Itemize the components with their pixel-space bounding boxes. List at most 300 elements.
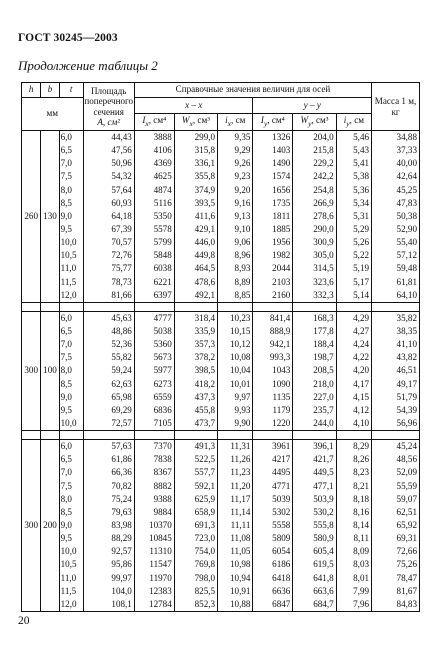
table-cell: 418,2 (194, 378, 216, 389)
header-unit-mm: мм (22, 98, 84, 131)
table-cell: 92,57 (111, 546, 132, 557)
table-cell: 11,0 (60, 572, 77, 583)
col-iy (336, 440, 371, 612)
header-t: t (59, 83, 83, 98)
table-cell: 11,05 (230, 546, 251, 557)
table-cell: 9,5 (60, 223, 72, 234)
table-cell: 8,0 (60, 184, 72, 195)
table-cell: 41,10 (396, 339, 417, 350)
table-cell: 12,0 (60, 289, 77, 300)
table-cell: 52,09 (396, 467, 417, 478)
table-cell: 4,24 (353, 339, 370, 350)
table-cell: 5116 (153, 197, 172, 208)
table-cell: 1220 (272, 417, 291, 428)
table-cell: 9,16 (234, 197, 251, 208)
col-Ix (134, 311, 174, 430)
table-cell: 12,0 (60, 598, 77, 609)
table-cell: 34,88 (396, 132, 417, 142)
table-cell: 61,81 (396, 276, 417, 287)
table-cell: 6038 (153, 263, 172, 274)
table-cell: 52,36 (111, 339, 132, 350)
table-cell: 449,5 (313, 467, 334, 478)
col-Iy (253, 311, 293, 430)
table-cell: 95,86 (111, 559, 132, 570)
table-cell: 59,07 (396, 493, 417, 504)
table-cell: 398,5 (194, 365, 216, 376)
spacer-cell (83, 302, 134, 311)
header-Iy: $I_y$, см⁴ (253, 114, 293, 131)
table-cell: 4,10 (353, 417, 370, 428)
table-cell: 45,63 (111, 312, 132, 323)
table-cell: 8,21 (353, 480, 370, 491)
table-cell: 9388 (153, 493, 172, 504)
table-cell: 75,77 (111, 263, 132, 274)
table-cell: 769,8 (194, 559, 216, 570)
table-cell: 6636 (272, 585, 291, 596)
table-cell: 62,63 (111, 378, 132, 389)
table-cell: 67,39 (111, 223, 132, 234)
table-cell: 168,3 (313, 312, 334, 323)
table-cell: 1043 (272, 365, 291, 376)
cell-b: 200 (41, 440, 59, 612)
spacer-cell (218, 302, 253, 311)
table-cell: 10845 (149, 533, 172, 544)
table-cell: 11,20 (230, 480, 251, 491)
table-cell: 8,96 (234, 250, 251, 261)
table-cell: 10,88 (229, 598, 251, 609)
table-cell: 464,5 (194, 263, 216, 274)
table-cell: 10,0 (60, 237, 77, 248)
table-cell: 7,5 (60, 171, 72, 182)
spacer-cell (174, 431, 217, 440)
table-cell: 83,98 (111, 519, 132, 530)
table-cell: 491,3 (194, 441, 216, 452)
col-Wx (174, 311, 217, 430)
table-cell: 79,63 (111, 506, 132, 517)
col-mass (372, 311, 420, 430)
table-cell: 5848 (153, 250, 172, 261)
table-cell: 9,10 (234, 223, 251, 234)
table-cell: 10,91 (229, 585, 251, 596)
header-axis-x: x – x (134, 98, 253, 114)
table-cell: 6847 (272, 598, 291, 609)
table-cell: 4771 (272, 480, 291, 491)
table-cell: 4,22 (353, 352, 370, 363)
table-cell: 9,0 (60, 519, 72, 530)
table-cell: 7838 (153, 454, 172, 465)
table-cell: 299,0 (194, 132, 216, 142)
table-cell: 75,24 (111, 493, 132, 504)
table-cell: 1982 (272, 250, 291, 261)
table-cell: 5799 (153, 237, 172, 248)
table-cell: 108,1 (111, 598, 132, 609)
spacer-cell (372, 302, 420, 311)
col-t (59, 440, 83, 612)
standard-title: ГОСТ 30245—2003 (18, 32, 118, 44)
table-cell: 244,0 (313, 417, 334, 428)
col-Ix (134, 131, 174, 303)
table-cell: 52,90 (396, 223, 417, 234)
table-cell: 8,0 (60, 365, 72, 376)
table-cell: 37,33 (396, 145, 417, 156)
table-cell: 5,46 (353, 132, 370, 142)
table-cell: 5,36 (353, 184, 370, 195)
col-iy (336, 131, 371, 303)
table-cell: 492,1 (194, 289, 216, 300)
table-cell: 5,38 (353, 171, 370, 182)
table-cell: 8882 (153, 480, 172, 491)
table-cell: 81,66 (111, 289, 132, 300)
spacer-cell (22, 302, 41, 311)
table-cell: 5,22 (353, 250, 370, 261)
table-cell: 318,4 (194, 312, 216, 323)
header-area: Площадь поперечного сечения A, см² (83, 83, 134, 131)
table-cell: 10,0 (60, 546, 77, 557)
table-cell: 56,96 (396, 417, 417, 428)
table-cell: 69,31 (396, 533, 417, 544)
table-cell: 888,9 (269, 325, 291, 336)
table-cell: 605,4 (313, 546, 334, 557)
table-cell: 7,0 (60, 158, 72, 169)
table-cell: 555,8 (313, 519, 334, 530)
table-cell: 51,79 (396, 391, 417, 402)
header-reference-values: Справочные значения величин для осей (134, 83, 371, 98)
table-cell: 9,97 (234, 391, 251, 402)
table-cell: 9,06 (234, 237, 251, 248)
group-spacer (22, 302, 420, 311)
table-cell: 9,23 (234, 171, 251, 182)
table-cell: 9,0 (60, 210, 72, 221)
table-cell: 45,25 (396, 184, 417, 195)
table-cell: 6559 (153, 391, 172, 402)
table-cell: 229,2 (313, 158, 334, 169)
table-cell: 75,26 (396, 559, 417, 570)
table-cell: 50,38 (396, 210, 417, 221)
header-axis-y: y – y (253, 98, 372, 114)
table-cell: 242,2 (313, 171, 334, 182)
table-cell: 378,2 (194, 352, 216, 363)
col-Wx (174, 440, 217, 612)
table-cell: 530,2 (313, 506, 334, 517)
header-b: b (41, 83, 59, 98)
table-cell: 5977 (153, 365, 172, 376)
table-cell: 48,86 (111, 325, 132, 336)
profile-properties-table (21, 82, 420, 612)
table-cell: 300,9 (313, 237, 334, 248)
table-cell: 8,26 (353, 454, 370, 465)
header-Ix: $I_x$, см⁴ (134, 114, 174, 131)
cell-h: 260 (22, 131, 41, 303)
table-cell: 7,0 (60, 339, 72, 350)
table-cell: 10,15 (229, 325, 251, 336)
table-cell: 4,15 (353, 391, 370, 402)
table-cell: 46,51 (396, 365, 417, 376)
table-cell: 57,63 (111, 441, 132, 452)
table-cell: 5,17 (353, 276, 370, 287)
table-cell: 473,7 (194, 417, 216, 428)
table-cell: 12383 (149, 585, 172, 596)
header-h: h (22, 83, 41, 98)
table-cell: 335,9 (194, 325, 216, 336)
col-area (83, 311, 134, 430)
table-cell: 204,0 (313, 132, 334, 142)
table-header (22, 83, 420, 131)
col-iy (336, 311, 371, 430)
col-mass (372, 131, 420, 303)
table-cell: 1656 (272, 184, 291, 195)
table-cell: 44,43 (111, 132, 132, 142)
table-cell: 6397 (153, 289, 172, 300)
table-row-group (22, 131, 420, 303)
table-cell: 9,93 (234, 404, 251, 415)
table-cell: 11,11 (230, 519, 251, 530)
table-cell: 72,66 (396, 546, 417, 557)
spacer-cell (134, 431, 174, 440)
table-cell: 684,7 (313, 598, 334, 609)
header-ix: $i_x$, см (218, 114, 253, 131)
col-t (59, 311, 83, 430)
table-cell: 11310 (149, 546, 172, 557)
table-cell: 1090 (272, 378, 291, 389)
table-cell: 10,98 (229, 559, 251, 570)
table-cell: 5558 (272, 519, 291, 530)
table-cell: 8,18 (353, 493, 370, 504)
table-cell: 7370 (153, 441, 172, 452)
table-cell: 357,3 (194, 339, 216, 350)
table-cell: 8,89 (234, 276, 251, 287)
table-cell: 5578 (153, 223, 172, 234)
table-cell: 47,56 (111, 145, 132, 156)
table-cell: 4,20 (353, 365, 370, 376)
page-number: 20 (18, 615, 30, 627)
table-cell: 11,14 (230, 506, 251, 517)
table-cell: 8,5 (60, 506, 72, 517)
col-mass (372, 440, 420, 612)
col-Iy (253, 131, 293, 303)
table-cell: 9,29 (234, 145, 251, 156)
header-Wy: $W_y$, см³ (293, 114, 336, 131)
table-cell: 10,0 (60, 417, 77, 428)
table-cell: 10370 (149, 519, 172, 530)
table-cell: 66,36 (111, 467, 132, 478)
table-cell: 35,82 (396, 312, 417, 323)
table-cell: 69,29 (111, 404, 132, 415)
table-cell: 5,14 (353, 289, 370, 300)
table-cell: 9,5 (60, 404, 72, 415)
table-cell: 393,5 (194, 197, 216, 208)
table-cell: 942,1 (269, 339, 291, 350)
table-body (22, 131, 420, 612)
spacer-cell (83, 431, 134, 440)
table-cell: 323,6 (313, 276, 334, 287)
table-cell: 8,85 (234, 289, 251, 300)
table-cell: 3961 (272, 441, 291, 452)
table-cell: 841,4 (269, 312, 291, 323)
table-cell: 4495 (272, 467, 291, 478)
table-cell: 8,29 (353, 441, 370, 452)
table-cell: 48,56 (396, 454, 417, 465)
spacer-cell (174, 302, 217, 311)
table-cell: 88,29 (111, 533, 132, 544)
spacer-cell (336, 431, 371, 440)
table-cell: 1735 (272, 197, 291, 208)
table-cell: 9,20 (234, 184, 251, 195)
table-cell: 455,8 (194, 404, 216, 415)
table-cell: 477,1 (313, 480, 334, 491)
table-cell: 4369 (153, 158, 172, 169)
table-cell: 10,08 (229, 352, 251, 363)
table-cell: 6273 (153, 378, 172, 389)
table-cell: 5673 (153, 352, 172, 363)
table-cell: 10,04 (229, 365, 251, 376)
table-cell: 8,11 (353, 533, 370, 544)
table-cell: 625,9 (194, 493, 216, 504)
table-cell: 4,27 (353, 325, 370, 336)
table-cell: 374,9 (194, 184, 216, 195)
col-Wy (293, 311, 336, 430)
table-cell: 522,5 (194, 454, 216, 465)
table-cell: 8,01 (353, 572, 370, 583)
table-cell: 557,7 (194, 467, 216, 478)
table-cell: 40,00 (396, 158, 417, 169)
cell-h: 300 (22, 311, 41, 430)
table-cell: 188,4 (313, 339, 334, 350)
table-cell: 78,73 (111, 276, 132, 287)
spacer-cell (293, 302, 336, 311)
spacer-cell (59, 431, 83, 440)
table-cell: 9,5 (60, 533, 72, 544)
table-cell: 177,8 (313, 325, 334, 336)
table-cell: 11,31 (230, 441, 251, 452)
table-cell: 64,18 (111, 210, 132, 221)
table-cell: 8,23 (353, 467, 370, 478)
table-cell: 6418 (272, 572, 291, 583)
cell-h: 300 (22, 440, 41, 612)
table-cell: 993,3 (269, 352, 291, 363)
table-cell: 65,98 (111, 391, 132, 402)
table-cell: 315,8 (194, 145, 216, 156)
table-cell: 449,8 (194, 250, 216, 261)
table-cell: 5360 (153, 339, 172, 350)
table-cell: 396,1 (313, 441, 334, 452)
table-cell: 641,8 (313, 572, 334, 583)
table-cell: 12784 (149, 598, 172, 609)
table-cell: 55,82 (111, 352, 132, 363)
table-cell: 218,0 (313, 378, 334, 389)
table-cell: 8,16 (353, 506, 370, 517)
table-cell: 42,64 (396, 171, 417, 182)
table-cell: 5038 (153, 325, 172, 336)
table-cell: 7,5 (60, 480, 72, 491)
spacer-cell (336, 302, 371, 311)
table-cell: 5,34 (353, 197, 370, 208)
table-cell: 54,39 (396, 404, 417, 415)
table-cell: 1574 (272, 171, 291, 182)
table-cell: 8,03 (353, 559, 370, 570)
table-cell: 5350 (153, 210, 172, 221)
table-cell: 9884 (153, 506, 172, 517)
table-cell: 65,92 (396, 519, 417, 530)
col-Wy (293, 440, 336, 612)
table-cell: 5809 (272, 533, 291, 544)
table-cell: 11970 (149, 572, 172, 583)
spacer-cell (41, 431, 59, 440)
table-cell: 2160 (272, 289, 291, 300)
table-cell: 437,3 (194, 391, 216, 402)
table-cell: 8,5 (60, 378, 72, 389)
table-cell: 5,43 (353, 145, 370, 156)
table-cell: 9,26 (234, 158, 251, 169)
table-cell: 70,57 (111, 237, 132, 248)
header-iy: $i_y$, см (336, 114, 371, 131)
table-cell: 332,3 (313, 289, 334, 300)
table-cell: 1490 (272, 158, 291, 169)
table-cell: 1135 (272, 391, 291, 402)
table-cell: 10,5 (60, 250, 77, 261)
spacer-cell (59, 302, 83, 311)
table-cell: 478,6 (194, 276, 216, 287)
table-cell: 227,0 (313, 391, 334, 402)
col-t (59, 131, 83, 303)
table-cell: 8,0 (60, 493, 72, 504)
table-cell: 1885 (272, 223, 291, 234)
group-spacer (22, 431, 420, 440)
table-cell: 49,17 (396, 378, 417, 389)
table-cell: 8,5 (60, 197, 72, 208)
table-cell: 798,0 (194, 572, 216, 583)
table-cell: 208,5 (313, 365, 334, 376)
table-cell: 7,96 (353, 598, 370, 609)
table-cell: 429,1 (194, 223, 216, 234)
table-cell: 336,1 (194, 158, 216, 169)
table-cell: 70,82 (111, 480, 132, 491)
table-cell: 1179 (272, 404, 291, 415)
cell-b: 130 (41, 131, 59, 303)
table-cell: 11,08 (230, 533, 251, 544)
table-cell: 59,48 (396, 263, 417, 274)
table-cell: 2103 (272, 276, 291, 287)
table-cell: 1811 (272, 210, 291, 221)
table-continuation-caption: Продолжение таблицы 2 (18, 58, 158, 73)
table-cell: 411,6 (194, 210, 216, 221)
table-cell: 7,99 (353, 585, 370, 596)
table-cell: 10,5 (60, 559, 77, 570)
table-cell: 235,7 (313, 404, 334, 415)
header-Wx: $W_x$, см³ (174, 114, 217, 131)
table-cell: 7105 (153, 417, 172, 428)
table-cell: 60,93 (111, 197, 132, 208)
table-cell: 1403 (272, 145, 291, 156)
table-cell: 55,59 (396, 480, 417, 491)
spacer-cell (253, 302, 293, 311)
table-cell: 5039 (272, 493, 291, 504)
table-cell: 6,5 (60, 145, 72, 156)
table-cell: 4625 (153, 171, 172, 182)
table-cell: 7,5 (60, 352, 72, 363)
table-cell: 8,93 (234, 263, 251, 274)
header-mass: Масса 1 м, кг (372, 83, 420, 131)
table-cell: 6,5 (60, 454, 72, 465)
col-Wx (174, 131, 217, 303)
table-cell: 446,0 (194, 237, 216, 248)
table-cell: 5,41 (353, 158, 370, 169)
spacer-cell (134, 302, 174, 311)
table-cell: 11,26 (230, 454, 251, 465)
table-cell: 5302 (272, 506, 291, 517)
table-cell: 7,0 (60, 467, 72, 478)
table-cell: 11547 (149, 559, 172, 570)
table-cell: 57,12 (396, 250, 417, 261)
